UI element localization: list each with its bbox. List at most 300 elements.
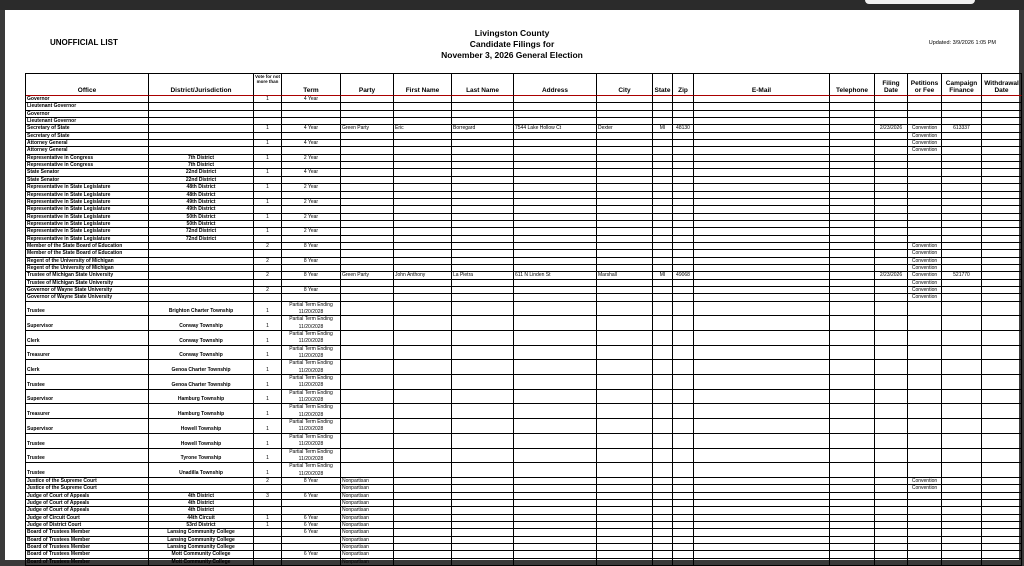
cell-campaign-finance bbox=[942, 243, 982, 250]
cell-city bbox=[597, 133, 653, 140]
cell-withdrawal-date bbox=[982, 177, 1022, 184]
cell-state bbox=[653, 96, 673, 103]
cell-address bbox=[514, 302, 597, 317]
cell-zip bbox=[673, 449, 694, 464]
cell-vote-for bbox=[254, 147, 282, 154]
cell-address bbox=[514, 140, 597, 147]
cell-telephone bbox=[830, 390, 875, 405]
cell-petitions: Convention bbox=[908, 125, 942, 132]
cell-first-name bbox=[394, 360, 452, 375]
cell-zip bbox=[673, 133, 694, 140]
cell-last-name bbox=[452, 529, 514, 536]
col-party-header: Party bbox=[341, 74, 394, 96]
viewer-button[interactable] bbox=[865, 0, 975, 4]
cell-district: 49th District bbox=[149, 199, 254, 206]
cell-petitions: Convention bbox=[908, 133, 942, 140]
cell-email bbox=[694, 169, 830, 176]
cell-last-name bbox=[452, 346, 514, 361]
cell-first-name bbox=[394, 236, 452, 243]
cell-petitions bbox=[908, 184, 942, 191]
cell-vote-for bbox=[254, 192, 282, 199]
cell-filing-date bbox=[875, 302, 908, 317]
cell-address bbox=[514, 103, 597, 110]
cell-withdrawal-date bbox=[982, 287, 1022, 294]
cell-party bbox=[341, 118, 394, 125]
cell-party: Nonpartisan bbox=[341, 500, 394, 507]
cell-term: 6 Year bbox=[282, 522, 341, 529]
cell-last-name bbox=[452, 243, 514, 250]
cell-district: Unadilla Township bbox=[149, 463, 254, 478]
cell-filing-date bbox=[875, 507, 908, 514]
cell-filing-date bbox=[875, 287, 908, 294]
cell-filing-date bbox=[875, 96, 908, 103]
cell-state bbox=[653, 522, 673, 529]
cell-district: 22nd District bbox=[149, 177, 254, 184]
cell-party bbox=[341, 331, 394, 346]
cell-city bbox=[597, 316, 653, 331]
cell-email bbox=[694, 449, 830, 464]
cell-district: Mott Community College bbox=[149, 559, 254, 566]
cell-filing-date bbox=[875, 236, 908, 243]
cell-vote-for bbox=[254, 133, 282, 140]
cell-district: Lansing Community College bbox=[149, 544, 254, 551]
cell-district: 49th District bbox=[149, 206, 254, 213]
cell-city bbox=[597, 544, 653, 551]
cell-email bbox=[694, 133, 830, 140]
cell-first-name bbox=[394, 103, 452, 110]
cell-withdrawal-date bbox=[982, 404, 1022, 419]
cell-office: Governor of Wayne State University bbox=[26, 287, 149, 294]
cell-withdrawal-date bbox=[982, 111, 1022, 118]
cell-vote-for bbox=[254, 559, 282, 566]
cell-address bbox=[514, 111, 597, 118]
cell-city bbox=[597, 111, 653, 118]
cell-address: 611 N Linden St bbox=[514, 272, 597, 279]
cell-party bbox=[341, 192, 394, 199]
cell-campaign-finance bbox=[942, 199, 982, 206]
cell-last-name bbox=[452, 265, 514, 272]
cell-office: Trustee bbox=[26, 375, 149, 390]
cell-state bbox=[653, 287, 673, 294]
cell-party bbox=[341, 103, 394, 110]
cell-party bbox=[341, 360, 394, 375]
cell-filing-date bbox=[875, 206, 908, 213]
cell-address bbox=[514, 537, 597, 544]
cell-term: 4 Year bbox=[282, 96, 341, 103]
cell-address bbox=[514, 177, 597, 184]
cell-party: Nonpartisan bbox=[341, 529, 394, 536]
cell-term bbox=[282, 544, 341, 551]
cell-state bbox=[653, 103, 673, 110]
cell-city bbox=[597, 206, 653, 213]
cell-term: 4 Year bbox=[282, 140, 341, 147]
cell-telephone bbox=[830, 265, 875, 272]
cell-zip bbox=[673, 221, 694, 228]
cell-address bbox=[514, 515, 597, 522]
cell-vote-for: 1 bbox=[254, 434, 282, 449]
cell-district bbox=[149, 125, 254, 132]
cell-email bbox=[694, 522, 830, 529]
cell-first-name bbox=[394, 463, 452, 478]
cell-withdrawal-date bbox=[982, 250, 1022, 257]
cell-campaign-finance bbox=[942, 485, 982, 492]
cell-zip bbox=[673, 236, 694, 243]
cell-campaign-finance bbox=[942, 522, 982, 529]
cell-office: Governor bbox=[26, 96, 149, 103]
cell-withdrawal-date bbox=[982, 515, 1022, 522]
cell-email bbox=[694, 537, 830, 544]
cell-term bbox=[282, 162, 341, 169]
cell-term bbox=[282, 111, 341, 118]
cell-vote-for: 1 bbox=[254, 390, 282, 405]
cell-first-name bbox=[394, 500, 452, 507]
cell-first-name bbox=[394, 192, 452, 199]
cell-city bbox=[597, 390, 653, 405]
cell-withdrawal-date bbox=[982, 434, 1022, 449]
cell-city bbox=[597, 169, 653, 176]
cell-filing-date: 2/23/2026 bbox=[875, 272, 908, 279]
cell-term bbox=[282, 559, 341, 566]
cell-petitions bbox=[908, 522, 942, 529]
cell-state bbox=[653, 147, 673, 154]
cell-term bbox=[282, 221, 341, 228]
cell-filing-date bbox=[875, 434, 908, 449]
cell-state bbox=[653, 537, 673, 544]
cell-address bbox=[514, 243, 597, 250]
cell-vote-for: 2 bbox=[254, 243, 282, 250]
cell-vote-for bbox=[254, 507, 282, 514]
cell-address bbox=[514, 228, 597, 235]
cell-petitions bbox=[908, 118, 942, 125]
cell-telephone bbox=[830, 96, 875, 103]
cell-vote-for bbox=[254, 294, 282, 301]
cell-city bbox=[597, 537, 653, 544]
col-zip-header: Zip bbox=[673, 74, 694, 96]
cell-campaign-finance bbox=[942, 316, 982, 331]
cell-address: 7544 Lake Hollow Ct bbox=[514, 125, 597, 132]
cell-petitions bbox=[908, 221, 942, 228]
cell-state bbox=[653, 162, 673, 169]
cell-city bbox=[597, 184, 653, 191]
cell-city bbox=[597, 147, 653, 154]
cell-last-name bbox=[452, 294, 514, 301]
cell-campaign-finance bbox=[942, 390, 982, 405]
cell-filing-date bbox=[875, 463, 908, 478]
cell-first-name bbox=[394, 280, 452, 287]
cell-withdrawal-date bbox=[982, 346, 1022, 361]
cell-office: Representative in State Legislature bbox=[26, 184, 149, 191]
cell-email bbox=[694, 243, 830, 250]
cell-filing-date bbox=[875, 404, 908, 419]
cell-first-name bbox=[394, 419, 452, 434]
cell-petitions bbox=[908, 346, 942, 361]
cell-filing-date bbox=[875, 228, 908, 235]
cell-first-name bbox=[394, 478, 452, 485]
col-petitions-header: Petitions or Fee bbox=[908, 74, 942, 96]
cell-last-name bbox=[452, 316, 514, 331]
cell-last-name bbox=[452, 103, 514, 110]
cell-office: Representative in State Legislature bbox=[26, 199, 149, 206]
col-first-name-header: First Name bbox=[394, 74, 452, 96]
cell-district bbox=[149, 243, 254, 250]
cell-term bbox=[282, 265, 341, 272]
cell-address bbox=[514, 390, 597, 405]
cell-campaign-finance bbox=[942, 478, 982, 485]
cell-district: 48th District bbox=[149, 192, 254, 199]
cell-party: Nonpartisan bbox=[341, 515, 394, 522]
cell-first-name bbox=[394, 155, 452, 162]
cell-address bbox=[514, 214, 597, 221]
cell-city bbox=[597, 140, 653, 147]
cell-filing-date bbox=[875, 500, 908, 507]
cell-term: 4 Year bbox=[282, 169, 341, 176]
cell-term: Partial Term Ending 11/20/2028 bbox=[282, 419, 341, 434]
cell-address bbox=[514, 316, 597, 331]
cell-first-name bbox=[394, 302, 452, 317]
cell-first-name bbox=[394, 169, 452, 176]
cell-office: Judge of Circuit Court bbox=[26, 515, 149, 522]
cell-campaign-finance bbox=[942, 250, 982, 257]
cell-telephone bbox=[830, 551, 875, 558]
cell-campaign-finance: 613337 bbox=[942, 125, 982, 132]
cell-filing-date bbox=[875, 177, 908, 184]
cell-office: Lieutenant Governor bbox=[26, 103, 149, 110]
cell-state bbox=[653, 192, 673, 199]
cell-zip bbox=[673, 419, 694, 434]
cell-zip bbox=[673, 302, 694, 317]
cell-withdrawal-date bbox=[982, 96, 1022, 103]
cell-petitions: Convention bbox=[908, 250, 942, 257]
cell-petitions bbox=[908, 177, 942, 184]
cell-city bbox=[597, 250, 653, 257]
cell-term: 6 Year bbox=[282, 529, 341, 536]
cell-last-name bbox=[452, 449, 514, 464]
cell-campaign-finance bbox=[942, 111, 982, 118]
cell-withdrawal-date bbox=[982, 302, 1022, 317]
cell-party: Nonpartisan bbox=[341, 551, 394, 558]
cell-campaign-finance bbox=[942, 206, 982, 213]
cell-state bbox=[653, 236, 673, 243]
cell-party bbox=[341, 96, 394, 103]
cell-campaign-finance bbox=[942, 434, 982, 449]
title-line-1: Livingston County bbox=[474, 28, 550, 38]
cell-withdrawal-date bbox=[982, 133, 1022, 140]
cell-state bbox=[653, 544, 673, 551]
cell-vote-for: 1 bbox=[254, 302, 282, 317]
cell-telephone bbox=[830, 522, 875, 529]
cell-campaign-finance bbox=[942, 140, 982, 147]
cell-zip bbox=[673, 258, 694, 265]
cell-petitions bbox=[908, 96, 942, 103]
cell-zip bbox=[673, 522, 694, 529]
cell-office: Trustee bbox=[26, 434, 149, 449]
cell-email bbox=[694, 375, 830, 390]
cell-telephone bbox=[830, 155, 875, 162]
cell-petitions: Convention bbox=[908, 258, 942, 265]
cell-petitions bbox=[908, 559, 942, 566]
cell-vote-for bbox=[254, 162, 282, 169]
cell-state bbox=[653, 449, 673, 464]
cell-address bbox=[514, 529, 597, 536]
cell-district bbox=[149, 118, 254, 125]
cell-telephone bbox=[830, 294, 875, 301]
cell-city bbox=[597, 228, 653, 235]
cell-telephone bbox=[830, 544, 875, 551]
cell-city bbox=[597, 265, 653, 272]
cell-petitions bbox=[908, 103, 942, 110]
cell-filing-date bbox=[875, 485, 908, 492]
cell-party bbox=[341, 449, 394, 464]
cell-first-name bbox=[394, 118, 452, 125]
cell-zip bbox=[673, 103, 694, 110]
cell-first-name bbox=[394, 404, 452, 419]
cell-zip bbox=[673, 280, 694, 287]
cell-email bbox=[694, 529, 830, 536]
cell-term bbox=[282, 294, 341, 301]
cell-address bbox=[514, 507, 597, 514]
cell-last-name bbox=[452, 375, 514, 390]
cell-city bbox=[597, 103, 653, 110]
cell-vote-for: 1 bbox=[254, 316, 282, 331]
cell-petitions bbox=[908, 236, 942, 243]
cell-city bbox=[597, 485, 653, 492]
cell-zip bbox=[673, 463, 694, 478]
cell-withdrawal-date bbox=[982, 118, 1022, 125]
cell-first-name bbox=[394, 294, 452, 301]
cell-term: 8 Year bbox=[282, 272, 341, 279]
cell-telephone bbox=[830, 147, 875, 154]
cell-office: Trustee of Michigan State University bbox=[26, 272, 149, 279]
cell-district: Brighton Charter Township bbox=[149, 302, 254, 317]
cell-zip bbox=[673, 199, 694, 206]
cell-city bbox=[597, 221, 653, 228]
cell-vote-for: 1 bbox=[254, 375, 282, 390]
cell-state bbox=[653, 316, 673, 331]
cell-office: Trustee bbox=[26, 463, 149, 478]
cell-zip bbox=[673, 478, 694, 485]
cell-campaign-finance bbox=[942, 258, 982, 265]
cell-email bbox=[694, 111, 830, 118]
cell-telephone bbox=[830, 184, 875, 191]
cell-withdrawal-date bbox=[982, 206, 1022, 213]
cell-campaign-finance bbox=[942, 236, 982, 243]
cell-campaign-finance bbox=[942, 155, 982, 162]
cell-petitions bbox=[908, 162, 942, 169]
cell-telephone bbox=[830, 243, 875, 250]
cell-address bbox=[514, 500, 597, 507]
cell-city bbox=[597, 346, 653, 361]
cell-withdrawal-date bbox=[982, 221, 1022, 228]
cell-last-name bbox=[452, 162, 514, 169]
viewer-toolbar bbox=[0, 0, 1024, 10]
cell-state bbox=[653, 551, 673, 558]
cell-address bbox=[514, 155, 597, 162]
cell-term: 8 Year bbox=[282, 287, 341, 294]
cell-vote-for bbox=[254, 221, 282, 228]
cell-city bbox=[597, 214, 653, 221]
cell-city bbox=[597, 404, 653, 419]
cell-campaign-finance: 521770 bbox=[942, 272, 982, 279]
cell-filing-date bbox=[875, 522, 908, 529]
cell-district: 4th District bbox=[149, 493, 254, 500]
cell-party bbox=[341, 375, 394, 390]
cell-petitions bbox=[908, 537, 942, 544]
cell-last-name bbox=[452, 551, 514, 558]
col-email-header: E-Mail bbox=[694, 74, 830, 96]
cell-vote-for: 2 bbox=[254, 258, 282, 265]
cell-office: Representative in State Legislature bbox=[26, 192, 149, 199]
cell-filing-date bbox=[875, 551, 908, 558]
cell-state bbox=[653, 559, 673, 566]
cell-petitions bbox=[908, 544, 942, 551]
cell-address bbox=[514, 551, 597, 558]
col-vote-for-header: Vote for not more than bbox=[254, 74, 282, 96]
cell-district bbox=[149, 147, 254, 154]
cell-filing-date bbox=[875, 346, 908, 361]
cell-district: 4th District bbox=[149, 500, 254, 507]
cell-party bbox=[341, 265, 394, 272]
cell-zip bbox=[673, 169, 694, 176]
cell-filing-date bbox=[875, 192, 908, 199]
cell-telephone bbox=[830, 169, 875, 176]
cell-state bbox=[653, 243, 673, 250]
cell-term: 4 Year bbox=[282, 125, 341, 132]
cell-withdrawal-date bbox=[982, 258, 1022, 265]
cell-state bbox=[653, 177, 673, 184]
cell-party bbox=[341, 155, 394, 162]
cell-last-name bbox=[452, 192, 514, 199]
cell-vote-for: 1 bbox=[254, 169, 282, 176]
cell-campaign-finance bbox=[942, 133, 982, 140]
cell-telephone bbox=[830, 118, 875, 125]
cell-office: Regent of the University of Michigan bbox=[26, 265, 149, 272]
cell-office: Regent of the University of Michigan bbox=[26, 258, 149, 265]
cell-term: Partial Term Ending 11/20/2028 bbox=[282, 316, 341, 331]
cell-last-name bbox=[452, 522, 514, 529]
cell-address bbox=[514, 294, 597, 301]
cell-last-name bbox=[452, 515, 514, 522]
cell-email bbox=[694, 125, 830, 132]
cell-petitions: Convention bbox=[908, 294, 942, 301]
cell-telephone bbox=[830, 529, 875, 536]
cell-state bbox=[653, 390, 673, 405]
cell-vote-for bbox=[254, 177, 282, 184]
cell-campaign-finance bbox=[942, 214, 982, 221]
cell-filing-date: 2/23/2026 bbox=[875, 125, 908, 132]
cell-filing-date bbox=[875, 118, 908, 125]
cell-first-name bbox=[394, 96, 452, 103]
cell-petitions bbox=[908, 500, 942, 507]
cell-petitions bbox=[908, 419, 942, 434]
cell-office: Treasurer bbox=[26, 404, 149, 419]
cell-last-name bbox=[452, 155, 514, 162]
cell-vote-for: 1 bbox=[254, 155, 282, 162]
cell-campaign-finance bbox=[942, 147, 982, 154]
cell-campaign-finance bbox=[942, 463, 982, 478]
cell-state bbox=[653, 331, 673, 346]
cell-state bbox=[653, 206, 673, 213]
cell-first-name bbox=[394, 485, 452, 492]
cell-vote-for: 2 bbox=[254, 287, 282, 294]
cell-district bbox=[149, 294, 254, 301]
cell-telephone bbox=[830, 214, 875, 221]
cell-party bbox=[341, 346, 394, 361]
cell-last-name bbox=[452, 140, 514, 147]
cell-last-name bbox=[452, 280, 514, 287]
cell-vote-for: 1 bbox=[254, 522, 282, 529]
cell-campaign-finance bbox=[942, 302, 982, 317]
cell-telephone bbox=[830, 434, 875, 449]
